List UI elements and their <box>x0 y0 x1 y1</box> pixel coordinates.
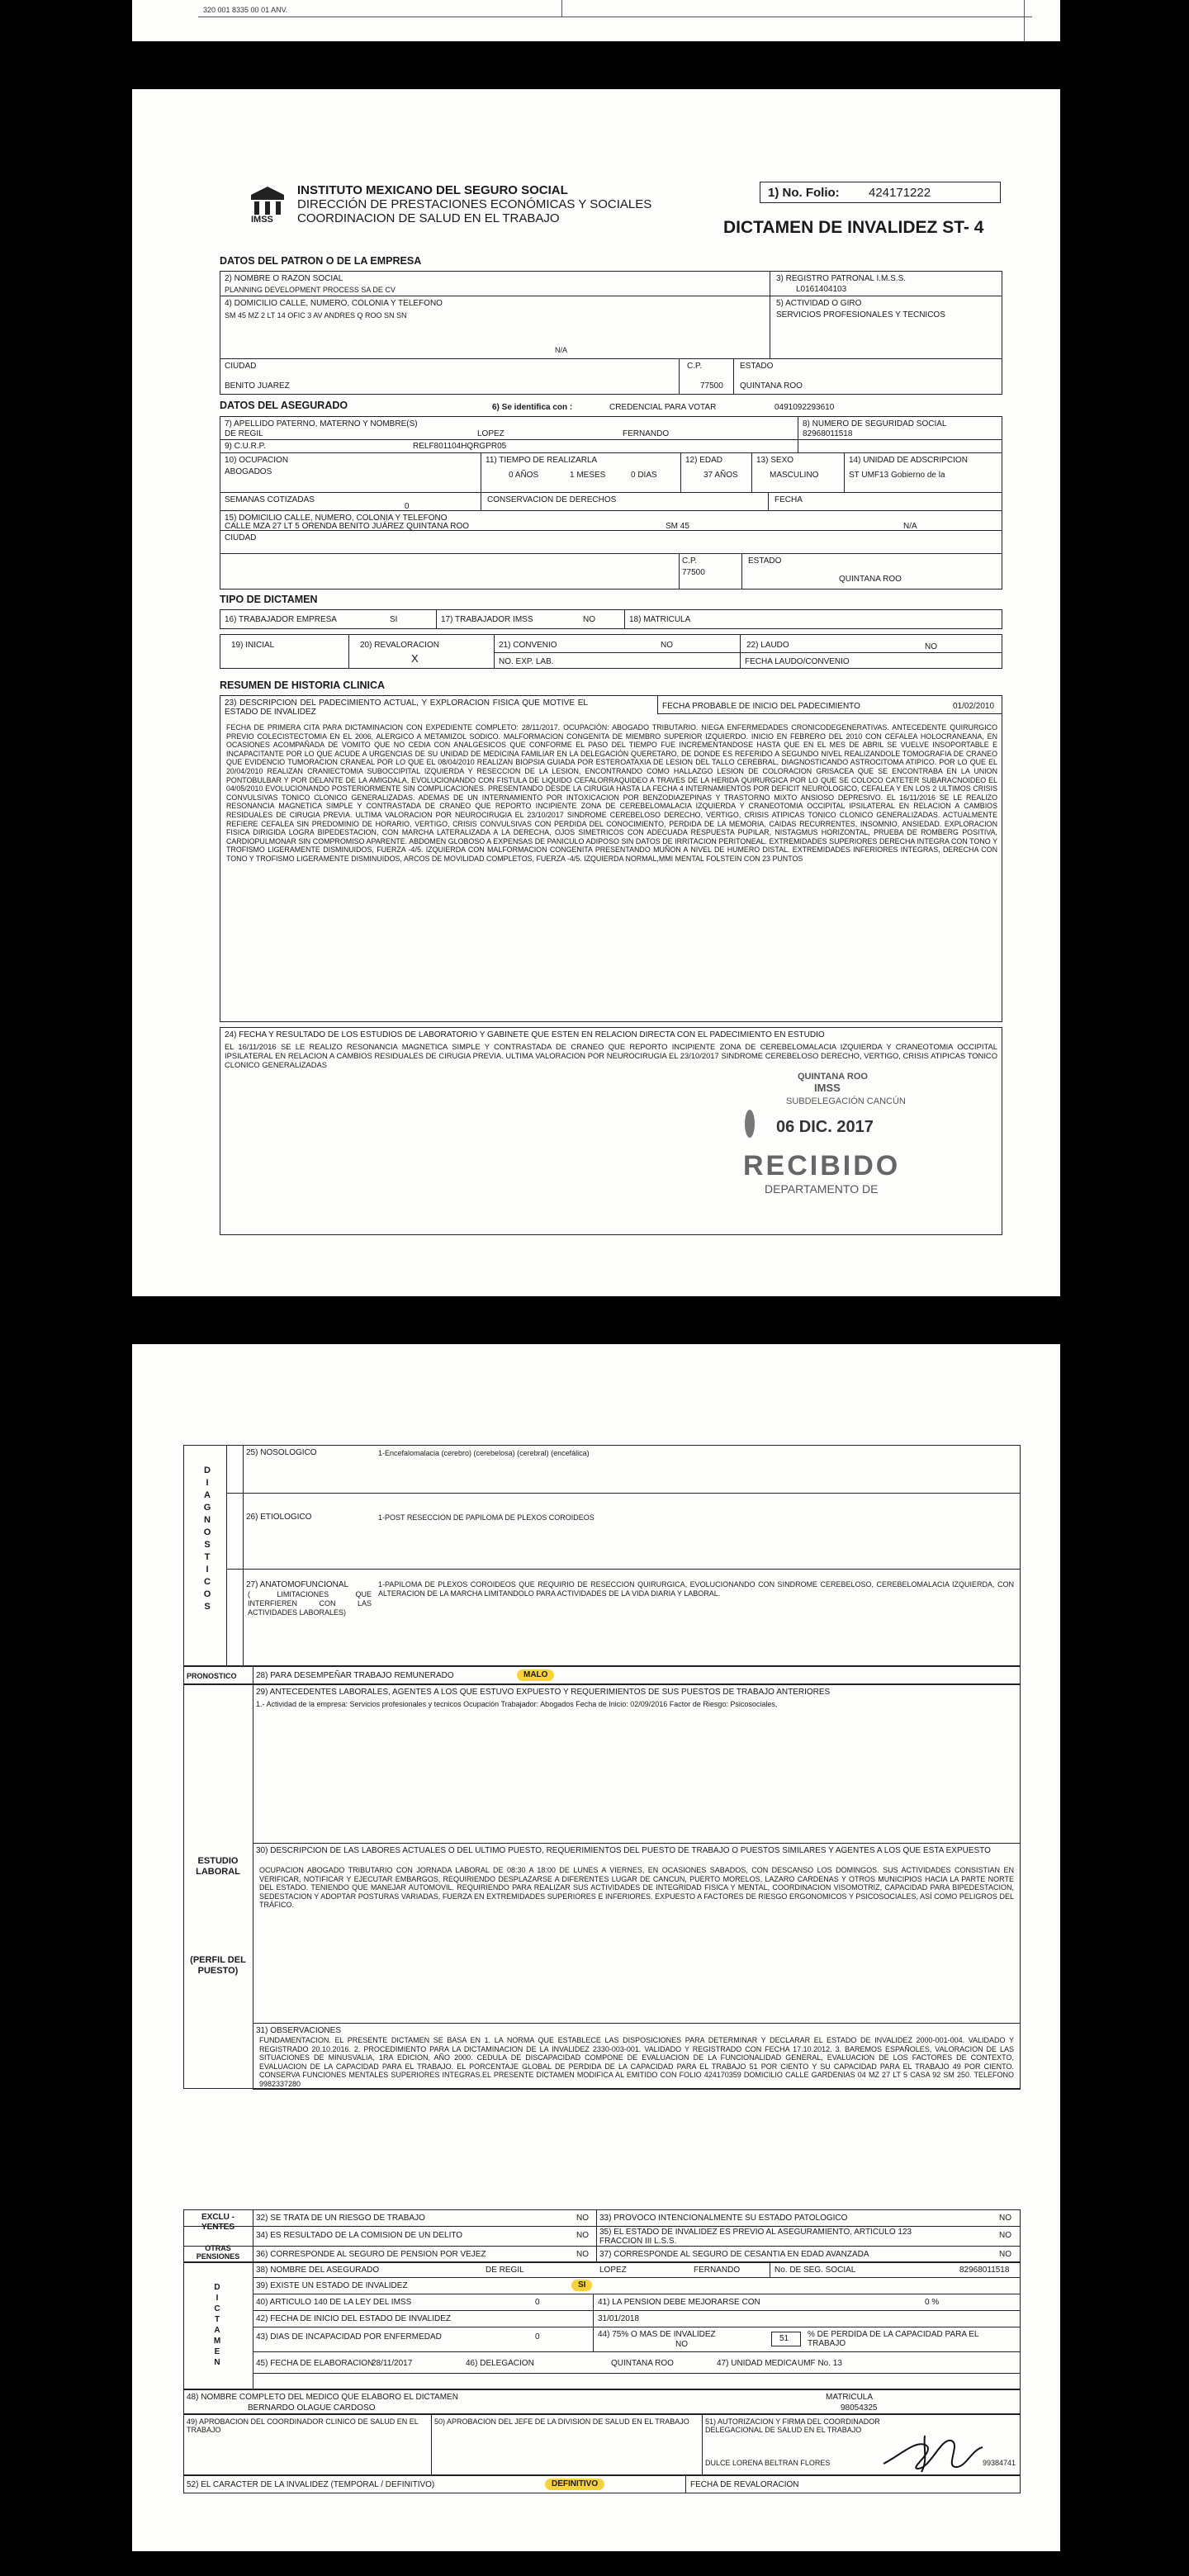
ciudad-label-2: CIUDAD <box>225 533 257 542</box>
q38-apellido-materno: LOPEZ <box>599 2266 627 2275</box>
institute-name: INSTITUTO MEXICANO DEL SEGURO SOCIAL <box>297 183 568 197</box>
matricula-value: 98054325 <box>841 2403 878 2413</box>
stamp-date: 06 DIC. 2017 <box>776 1118 874 1136</box>
q46-value: QUINTANA ROO <box>611 2359 674 2368</box>
dictamen-vertical-label: D I C T A M E N <box>213 2283 221 2367</box>
dom-sm: SM 45 <box>666 522 689 531</box>
identifica-value: CREDENCIAL PARA VOTAR <box>609 403 717 412</box>
q52-label: 52) EL CARACTER DE LA INVALIDEZ (TEMPORAL / DEFINITIVO) <box>187 2480 435 2489</box>
document-title: DICTAMEN DE INVALIDEZ ST- 4 <box>723 218 984 237</box>
section-asegurado: DATOS DEL ASEGURADO <box>220 400 348 411</box>
q42-value: 31/01/2018 <box>598 2314 640 2323</box>
section-resumen: RESUMEN DE HISTORIA CLINICA <box>220 680 386 691</box>
actividad-value: SERVICIOS PROFESIONALES Y TECNICOS <box>776 310 945 320</box>
rule <box>226 1493 1021 1494</box>
rule <box>253 2310 1021 2311</box>
q46-label: 46) DELEGACION <box>466 2359 534 2368</box>
q36-label: 36) CORRESPONDE AL SEGURO DE PENSION POR VEJEZ <box>256 2250 486 2259</box>
form-page-1 <box>132 89 1060 1296</box>
rule <box>680 452 681 492</box>
q34-label: 34) ES RESULTADO DE LA COMISION DE UN DELITO <box>256 2231 463 2240</box>
stamp-line-2: IMSS <box>814 1082 841 1094</box>
rule <box>624 609 625 629</box>
signature-icon <box>875 2431 991 2475</box>
rule <box>657 713 1002 714</box>
q33-label: 33) PROVOCO INTENCIONALMENTE SU ESTADO PATOLOGICO <box>599 2214 848 2223</box>
revaloracion-label: 20) REVALORACION <box>360 641 439 650</box>
folio-label: 1) No. Folio: <box>768 186 840 200</box>
trab-empresa-value: SI <box>390 615 398 624</box>
exp-lab-label: NO. EXP. LAB. <box>499 657 554 666</box>
rule <box>741 553 742 590</box>
rule <box>253 2023 1021 2024</box>
q32-value: NO <box>576 2214 589 2223</box>
pct-value: 51 <box>779 2334 789 2343</box>
lab-label: 24) FECHA Y RESULTADO DE LOS ESTUDIOS DE LABORATORIO Y GABINETE QUE ESTEN EN RELACION DIRECTA CON EL PADECIMIENTO EN ESTUDIO <box>225 1030 825 1039</box>
ocupacion-label: 10) OCUPACION <box>225 456 289 465</box>
estado-value: QUINTANA ROO <box>740 381 803 391</box>
tiempo-meses: 1 MESES <box>570 471 606 480</box>
q50-label: 50) APROBACION DEL JEFE DE LA DIVISION DE SALUD EN EL TRABAJO <box>434 2417 689 2426</box>
fecha-inicio-value: 01/02/2010 <box>953 702 995 711</box>
sexo-value: MASCULINO <box>770 471 819 480</box>
fragment-text: 320 001 8335 00 01 ANV. <box>203 6 288 14</box>
estado-label-2: ESTADO <box>748 556 782 566</box>
dom-value: CALLE MZA 27 LT 5 ORENDA BENITO JUÁREZ QUINTANA ROO <box>225 522 470 531</box>
diagnosticos-box <box>183 1445 1021 1666</box>
domicilio-na: N/A <box>555 346 568 354</box>
curp-value: RELF801104HQRGPR05 <box>413 442 507 451</box>
rule <box>596 2209 597 2262</box>
q45-label: 45) FECHA DE ELABORACION <box>256 2359 374 2368</box>
revaloracion-mark: X <box>411 652 419 665</box>
q51-label: 51) AUTORIZACION Y FIRMA DEL COORDINADOR DELEGACIONAL DE SALUD EN EL TRABAJO <box>705 2417 880 2434</box>
q49-label: 49) APROBACION DEL COORDINADOR CLINICO DE SALUD EN EL TRABAJO <box>187 2417 419 2434</box>
fragment-rule <box>561 0 562 17</box>
antecedentes-value: 1.- Actividad de la empresa: Servicios profesionales y tecnicos Ocupación Trabajador: Abogados Fecha de Inicio: 02/09/2016 Factor de Riesgo: Psicosociales, <box>256 1700 778 1708</box>
razon-social-label: 2) NOMBRE O RAZON SOCIAL <box>225 274 343 283</box>
ocupacion-value: ABOGADOS <box>225 467 272 476</box>
semanas-value: 0 <box>405 502 410 511</box>
stamp-line-3: SUBDELEGACIÓN CANCÚN <box>786 1096 906 1106</box>
stamp-line-4: DEPARTAMENTO DE <box>765 1182 879 1196</box>
estado-label: ESTADO <box>740 362 774 371</box>
folio-value: 424171222 <box>869 186 931 200</box>
excluyentes-label: EXCLU - YENTES <box>201 2213 234 2232</box>
rule <box>494 634 495 669</box>
desc-label: 23) DESCRIPCION DEL PADECIMIENTO ACTUAL, Y EXPLORACION FISICA QUE MOTIVE EL ESTADO DE INVALIDEZ <box>225 698 588 717</box>
rule <box>226 1569 1021 1570</box>
rule <box>685 2475 686 2493</box>
q38-nss-value: 82968011518 <box>959 2266 1010 2275</box>
section-tipo: TIPO DE DICTAMEN <box>220 594 318 605</box>
tiempo-anios: 0 AÑOS <box>509 471 539 480</box>
anatomo-value: 1-PAPILOMA DE PLEXOS COROIDEOS QUE REQUIRIO DE RESECCION QUIRURGICA, EVOLUCIONANDO CON SINDROME CEREBELOSO, CEREBELOMALACIA IZQUIERDA, CON ALTERACION DE LA MARCHA LIMITANDOLO PARA ACTIVIDADES DE LA VIDA DIARIA Y LABORAL. <box>378 1580 1014 1598</box>
q41-value: 0 % <box>925 2298 940 2307</box>
cp-label-2: C.P. <box>682 556 698 566</box>
q34-value: NO <box>576 2231 589 2240</box>
rule <box>702 2414 703 2475</box>
convenio-label: 21) CONVENIO <box>499 641 557 650</box>
razon-social-value: PLANNING DEVELOPMENT PROCESS SA DE CV <box>225 286 396 294</box>
matricula-label: 18) MATRICULA <box>629 615 691 624</box>
rule <box>220 439 1002 440</box>
fecha-laudo-label: FECHA LAUDO/CONVENIO <box>745 657 850 666</box>
pronostico-question: 28) PARA DESEMPEÑAR TRABAJO REMUNERADO <box>256 1671 454 1680</box>
rule <box>253 2351 1021 2352</box>
edad-value: 37 AÑOS <box>703 471 738 480</box>
q42-label: 42) FECHA DE INICIO DEL ESTADO DE INVALIDEZ <box>256 2314 451 2323</box>
matricula-label: MATRICULA <box>826 2393 874 2402</box>
imss-logo <box>246 183 289 225</box>
lab-text: EL 16/11/2016 SE LE REALIZO RESONANCIA MAGNETICA SIMPLE Y CONTRASTADA DE CRANEO QUE REPORTO INCIPIENTE ZONA DE CEREBELOMALACIA IZQUIERDA Y CRANEOTOMIA OCCIPITAL IPSILATERAL EN RELACION A CAMBIOS RESIDUALES DE CIRUGIA PREVIA. ULTIMA VALORACION POR NEUROCIRUGIA EL 23/10/2017 SINDROME CEREBELOSO DERECHO, VERTIGO, CRISIS ATIPICAS TONICO CLONICO GENERALIZADAS <box>225 1042 997 1069</box>
rule <box>679 358 680 395</box>
q40-value: 0 <box>535 2298 540 2307</box>
umf-label: 14) UNIDAD DE ADSCRIPCION <box>849 456 968 465</box>
rule <box>844 452 845 492</box>
dom-na: N/A <box>903 522 917 531</box>
nss-value: 82968011518 <box>803 429 853 438</box>
descripcion-label: 30) DESCRIPCION DE LAS LABORES ACTUALES O DEL ULTIMO PUESTO, REQUERIMIENTOS DEL PUESTO DE TRABAJO O PUESTOS SIMILARES Y AGENTES A LOS QUE ESTA EXPUESTO <box>256 1846 991 1855</box>
cp-label: C.P. <box>687 362 703 371</box>
q39-label: 39) EXISTE UN ESTADO DE INVALIDEZ <box>256 2281 408 2290</box>
stamp-received: RECIBIDO <box>743 1150 901 1181</box>
rule <box>220 553 1002 554</box>
rule <box>220 492 1002 493</box>
desc-text: FECHA DE PRIMERA CITA PARA DICTAMINACION CON EXPEDIENTE COMPLETO: 28/11/2017. OCUPACIÓN: ABOGADO TRIBUTARIO. NIEGA ENFERMEDADES CRONICODEGENERATIVAS. ANTECEDENTE QUIRURGICO PREVIO COLECISTECTOMIA EN EL 2006, ALERGICO A METAMIZOL SODICO. MALFORMACION CONGENITA DE MIEMBRO SUPERIOR IZQUIERDO. INICIO EN FEBRERO DEL 2010 CON CEFALEA HOLOCRANEANA, EN OCASIONES ACOMPAÑADA DE VOMITO QUE NO CEDIA CON ANALGESICOS QUE CONFORME EL PASO DEL TIEMPO FUE INCREMENTANDOSE HASTA QUE EN EL MES DE ABRIL SE VUELVE INSOPORTABLE E INCAPACITANTE POR LO QUE ACUDE A URGENCIAS DE SU UNIDAD DE MEDICINA FAMILIAR EN LA DELEGACIÓN QUERETARO, DE DONDE ES REFERIDO A SEGUNDO NIVEL REALIZANDOLE TOMOGRAFIA DE CRANEO QUE EVIDENCIO TUMORACION CRANEAL POR LO QUE EL 08/04/2010 REALIZAN BIOPSIA GUIADA POR ESTEROATAXIA DE LESION DEL TALLO CEREBRAL, DIAGNOSTICANDO ASTROCITOMA ATIPICO. POR LO QUE EL 20/04/2010 REALIZAN CRANIECTOMIA SUBOCCIPITAL IZQUIERDA Y RESECCION DE LA LESION, ENCONTRANDO COMO HALLAZGO LESION DE COLORACION GRISACEA QUE SE ENCONTRABA EN LA UNION PONTOBULBAR Y POR DELANTE DE LA AMIGDALA, EVOLUCIONANDO CON FISTULA DE LIQUIDO CEFALORRAQUIDEO A TRAVES DE LA HERIDA QUIRURGICA POR LO QUE SE COLOCO CATETER SUBARACNOIDEO EL 04/05/2010 EVOLUCIONANDO POSTERIORMENTE SIN COMPLICACIONES. PRESENTANDO DESDE LA CIRUGIA HASTA LA FECHA 4 INTERNAMIENTOS POR DEFICIT NEUROLOGICO, CEFALEA Y EN LOS 2 ULTIMOS CRISIS CONVULSIVAS TONICO CLONICO GENERALIZADAS. ADEMAS DE UN INTERNAMIENTO POR INTOXICACION POR BENZODIAZEPINAS Y TRASTORNO MIXTO ANSIOSO DEPRESIVO. EL 16/11/2016 SE LE REALIZO RESONANCIA MAGNETICA SIMPLE Y CONTRASTADA DE CRANEO QUE REPORTO INCIPIENTE ZONA DE CEREBELOMALACIA IZQUIERDA Y CRANEOTOMIA OCCIPITAL IPSILATERAL EN RELACION A CAMBIOS RESIDUALES DE CIRUGIA PREVIA. ULTIMA VALORACION POR NEUROCIRUGIA EL 23/10/2017 SINDROME CEREBELOSO DERECHO, VERTIGO, CRISIS ATIPICAS TONICO CLONICO GENERALIZADAS. ACTUALMENTE REFIERE CEFALEA SIN PREDOMINIO DE HORARIO, VERTIGO, CRISIS CONVULSIVAS CON PERDIDA DEL CONOCIMIENTO, PERDIDA DE LA MEMORIA, CAIDAS RECURRENTES, INSOMNIO, ANSIEDAD. EXPLORACION FISICA DIRIGIDA LOGRA BIPEDESTACION, CON MARCHA LATERALIZADA A LA DERECHA, OJOS SIMETRICOS CON ADECUADA RESPUESTA PUPILAR, NISTAGMUS HORIZONTAL, PRUEBA DE ROMBERG POSITIVA, CARDIOPULMONAR SIN COMPROMISO APARENTE. ABDOMEN GLOBOSO A EXPENSAS DE PANICULO ADIPOSO SIN DATOS DE IRRITACION PERITONEAL. EXTREMIDADES SUPERIORES DERECHA INTEGRA CON TONO Y TROFISMO LIGERAMENTE DISMINUIDOS, FUERZA -4/5. IZQUIERDA CON MALFORMACION CONGENITA PRESENTANDO MUÑON A NIVEL DE HUMERO DISTAL. EXTREMIDADES INFERIORES INTEGRAS, DERECHA CON TONO Y TROFISMO LIGERAMENTE DISMINUIDOS, ARCOS DE MOVILIDAD COMPLETOS, FUERZA -4/5. IZQUIERDA NORMAL,MMI MENTAL FOLSTEIN CON 23 PUNTOS <box>226 723 997 863</box>
rule <box>740 634 741 669</box>
otras-pensiones-label: OTRAS PENSIONES <box>196 2244 240 2261</box>
nosologico-value: 1-Encefalomalacia (cerebro) (cerebelosa) (cerebral) (encefálica) <box>378 1449 590 1457</box>
q37-value: NO <box>999 2250 1011 2259</box>
rule <box>494 652 1002 653</box>
received-stamp <box>652 1063 966 1229</box>
q43-value: 0 <box>535 2332 540 2342</box>
q47-label: 47) UNIDAD MEDICA <box>717 2359 798 2368</box>
pronostico-value: MALO <box>517 1669 554 1681</box>
q39-value: SI <box>571 2280 592 2291</box>
q38-nss-label: No. DE SEG. SOCIAL <box>775 2266 856 2275</box>
anatomo-label: 27) ANATOMOFUNCIONAL <box>246 1580 349 1589</box>
q40-label: 40) ARTICULO 140 DE LA LEY DEL IMSS <box>256 2298 412 2307</box>
apellido-materno: LOPEZ <box>477 429 504 438</box>
laudo-label: 22) LAUDO <box>746 641 789 650</box>
ciudad-value: BENITO JUAREZ <box>225 381 290 391</box>
ciudad-label: CIUDAD <box>225 362 257 371</box>
section-patron: DATOS DEL PATRON O DE LA EMPRESA <box>220 255 422 267</box>
q35-value: NO <box>999 2231 1011 2240</box>
cp-value-2: 77500 <box>682 568 705 577</box>
q44-value: NO <box>675 2340 688 2349</box>
trab-imss-value: NO <box>583 615 595 624</box>
tipo-row-2 <box>220 634 1002 669</box>
q41-label: 41) LA PENSION DEBE MEJORARSE CON <box>598 2298 760 2307</box>
rule <box>253 2089 1021 2090</box>
apellido-paterno: DE REGIL <box>225 429 263 438</box>
rule <box>226 1445 227 1666</box>
dom-label: 15) DOMICILIO CALLE, NUMERO, COLONIA Y TELEFONO <box>225 514 448 523</box>
laudo-value: NO <box>925 642 937 651</box>
rule <box>220 358 1002 359</box>
rule <box>593 2294 594 2351</box>
rule <box>183 2226 1021 2227</box>
q51-name: DULCE LORENA BELTRAN FLORES <box>705 2459 831 2467</box>
q44-label: 44) 75% O MAS DE INVALIDEZ <box>598 2330 716 2339</box>
estado-value-2: QUINTANA ROO <box>839 575 902 584</box>
trab-imss-label: 17) TRABAJADOR IMSS <box>441 615 533 624</box>
q38-label: 38) NOMBRE DEL ASEGURADO <box>256 2266 380 2275</box>
domicilio-value: SM 45 MZ 2 LT 14 OFIC 3 AV ANDRES Q ROO SN SN <box>225 311 407 320</box>
q48-value: BERNARDO OLAGUE CARDOSO <box>248 2403 376 2413</box>
curp-label: 9) C.U.R.P. <box>225 442 266 451</box>
tiempo-dias: 0 DIAS <box>631 471 657 480</box>
q35-label: 35) EL ESTADO DE INVALIDEZ ES PREVIO AL ASEGURAMIENTO, ARTICULO 123 FRACCION III L.S.S. <box>599 2228 912 2246</box>
rule <box>253 2277 1021 2278</box>
inicial-label: 19) INICIAL <box>231 641 275 650</box>
pronostico-label: PRONOSTICO <box>187 1672 237 1680</box>
rule <box>436 609 437 629</box>
previous-page-fragment <box>132 0 1060 41</box>
q45-value: 28/11/2017 <box>372 2359 413 2368</box>
tiempo-label: 11) TIEMPO DE REALIZARLA <box>486 456 598 465</box>
actividad-label: 5) ACTIVIDAD O GIRO <box>776 299 862 308</box>
etiologico-value: 1-POST RESECCION DE PAPILOMA DE PLEXOS COROIDEOS <box>378 1513 594 1522</box>
stamp-line-1: QUINTANA ROO <box>798 1072 868 1082</box>
rule <box>253 1843 1021 1844</box>
rule <box>431 2414 432 2475</box>
rule <box>348 634 349 669</box>
identifica-label: 6) Se identifica con : <box>492 403 573 412</box>
anatomo-sub: ( LIMITACIONES QUE INTERFIEREN CON LAS ACTIVIDADES LABORALES) <box>248 1590 372 1617</box>
trab-empresa-label: 16) TRABAJADOR EMPRESA <box>225 615 337 624</box>
antecedentes-label: 29) ANTECEDENTES LABORALES, AGENTES A LOS QUE ESTUVO EXPUESTO Y REQUERIMIENTOS DE SUS PUESTOS DE TRABAJO ANTERIORES <box>256 1688 831 1697</box>
nombre-label: 7) APELLIDO PATERNO, MATERNO Y NOMBRE(S) <box>225 419 418 429</box>
q37-label: 37) CORRESPONDE AL SEGURO DE CESANTIA EN EDAD AVANZADA <box>599 2250 869 2259</box>
fecha-inicio-label: FECHA PROBABLE DE INICIO DEL PADECIMIENTO <box>662 702 860 711</box>
q52-value: DEFINITIVO <box>545 2479 604 2490</box>
rule <box>733 358 734 395</box>
semanas-label: SEMANAS COTIZADAS <box>225 495 315 504</box>
perfil-puesto-label: (PERFIL DEL PUESTO) <box>190 1955 246 1976</box>
fragment-rule <box>1024 0 1025 41</box>
q47-value: UMF No. 13 <box>798 2359 842 2368</box>
q43-label: 43) DIAS DE INCAPACIDAD POR ENFERMEDAD <box>256 2332 442 2342</box>
rule <box>183 2246 1021 2247</box>
descripcion-value: OCUPACION ABOGADO TRIBUTARIO CON JORNADA LABORAL DE 08:30 A 18:00 DE LUNES A VIERNES, EN OCASIONES SABADOS, CON DESCANSO LOS DOMINGOS. SUS ACTIVIDADES CONSISTIAN EN VERIFICAR, NOTIFICAR Y EJECUTAR EMBARGOS, REQUIRIENDO DESPLAZARSE A DIFERENTES LUGAR DE CANCUN, PUERTO MORELOS, LAZARO CARDENAS Y OTROS MUNICIPIOS HACIA LA PARTE NORTE DEL ESTADO. TENIENDO QUE MANEJAR AUTOMOVIL. REQUIRIENDO PARA REALIZAR SUS ACTIVIDADES DE INTEGRIDAD FISICA Y MENTAL, COORDINACION VISOMOTRIZ, CAPACIDAD PARA BIPEDESTACION, SEDESTACION Y ADOPTAR POSTURAS VARIADAS, FUERZA EN EXTREMIDADES SUPERIORES E INFERIORES. EXPUESTO A FACTORES DE RIESGO ERGONOMICOS Y PSICOSOCIALES, ASÍ COMO PELIGROS DEL TRÁFICO. <box>259 1866 1014 1910</box>
q38-apellido-paterno: DE REGIL <box>486 2266 524 2275</box>
umf-value: ST UMF13 Gobierno de la <box>849 471 945 480</box>
fecha-revaloracion-label: FECHA DE REVALORACION <box>690 2480 799 2489</box>
cp-value: 77500 <box>700 381 723 391</box>
rule <box>751 452 752 492</box>
q32-label: 32) SE TRATA DE UN RIESGO DE TRABAJO <box>256 2214 425 2223</box>
tipo-row-1 <box>220 609 1002 629</box>
registro-value: L0161404103 <box>796 285 847 294</box>
nombres: FERNANDO <box>623 429 670 438</box>
rule <box>243 1445 244 1666</box>
rule <box>657 695 658 713</box>
fecha-label: FECHA <box>775 495 803 504</box>
nosologico-label: 25) NOSOLOGICO <box>246 1448 317 1457</box>
rule <box>679 553 680 590</box>
rule <box>768 492 769 510</box>
q33-value: NO <box>999 2214 1011 2223</box>
sexo-label: 13) SEXO <box>756 456 794 465</box>
estudio-laboral-label: ESTUDIO LABORAL <box>196 1856 240 1877</box>
q38-nombre: FERNANDO <box>694 2266 741 2275</box>
rule <box>253 2373 1021 2374</box>
etiologico-label: 26) ETIOLOGICO <box>246 1513 312 1522</box>
eagle-emblem-icon <box>743 1106 756 1141</box>
observaciones-value: FUNDAMENTACION. EL PRESENTE DICTAMEN SE BASA EN 1. LA NORMA QUE ESTABLECE LAS DISPOSICIONES PARA DETERMINAR Y DECLARAR EL ESTADO DE INVALIDEZ 2000-001-004. VALIDADO Y REGISTRADO 20.10.2016. 2. PROCEDIMIENTO PARA LA DICTAMINACION DE LA INVALIDEZ 2330-003-001. VALIDADO Y REGISTRADO CON FECHA 17.10.2012. 3. BAREMOS ESPAÑOLES, VALORACION DE LAS SITUACIONES DE MINUSVALIA, 1RA EDICION, AÑO 2000. CEDULA DE DISCAPACIDAD COMPONE DE EVALUACION DE LA FUNCIONALIDAD GENERAL, EVALUACION DE LOS FACTORES DE CONTEXTO, EVALUACION DE LA CAPACIDAD PARA EL TRABAJO. EL PORCENTAJE GLOBAL DE PERDIDA DE LA CAPACIDAD PARA EL TRABAJO 51 POR CIENTO Y SU CAPACIDAD PARA EL TRABAJO 49 POR CIENTO. CONSERVA FUNCIONES MENTALES SUPERIORES INTEGRAS.EL PRESENTE DICTAMEN MODIFICA AL EMITIDO CON FOLIO 424170359 DOMICILIO CALLE GARDENIAS 04 MZ 27 LT 5 CASA 92 SM 250. TELEFONO 9982337280 <box>259 2036 1014 2088</box>
registro-label: 3) REGISTRO PATRONAL I.M.S.S. <box>776 274 907 283</box>
edad-label: 12) EDAD <box>685 456 723 465</box>
convenio-value: NO <box>661 641 673 650</box>
pct-label: % DE PERDIDA DE LA CAPACIDAD PARA EL TRABAJO <box>808 2330 979 2348</box>
coordination-name: COORDINACION DE SALUD EN EL TRABAJO <box>297 211 560 225</box>
q48-label: 48) NOMBRE COMPLETO DEL MEDICO QUE ELABORO EL DICTAMEN <box>187 2393 458 2402</box>
identifica-number: 0491092293610 <box>775 403 835 412</box>
nss-label: 8) NUMERO DE SEGURIDAD SOCIAL <box>803 419 947 429</box>
rule <box>220 452 1002 453</box>
logo-text: IMSS <box>251 215 273 225</box>
observaciones-label: 31) OBSERVACIONES <box>256 2026 341 2035</box>
q51-number: 99384741 <box>983 2459 1016 2467</box>
diagnosticos-vertical-label: D I A G N O S T I C O S <box>203 1466 211 1612</box>
direction-name: DIRECCIÓN DE PRESTACIONES ECONÓMICAS Y SOCIALES <box>297 197 652 211</box>
domicilio-label: 4) DOMICILIO CALLE, NUMERO, COLONIA Y TELEFONO <box>225 299 443 308</box>
conservacion-label: CONSERVACION DE DERECHOS <box>487 495 617 504</box>
form-page-2 <box>132 1344 1060 2551</box>
q36-value: NO <box>576 2250 589 2259</box>
rule <box>220 510 1002 511</box>
